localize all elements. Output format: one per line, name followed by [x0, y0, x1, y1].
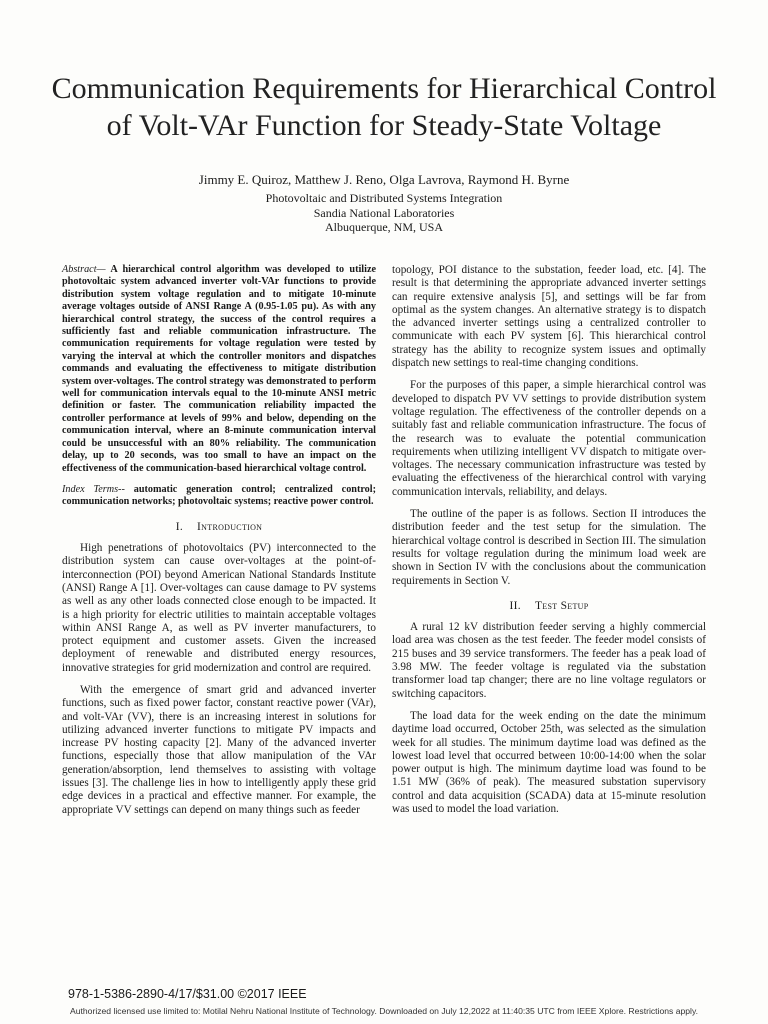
- affiliation-line: Sandia National Laboratories: [313, 205, 455, 220]
- body-paragraph: The load data for the week ending on the date the minimum daytime load occurred, October 25th, was selected as the simulation week for all studies. The minimum daytime load was defined as the lowest load level that occurred between 10:00-14:00 when the solar power output is high. The minimum daytime load was found to be 1.51 MW (36% of peak). The measured substation supervisory control and data acquisition (SCADA) data at 15-minute resolution was used to model the load variation.: [392, 709, 706, 815]
- affiliation: [0, 191, 768, 235]
- body-paragraph: A rural 12 kV distribution feeder serving a highly commercial load area was chosen as the test feeder. The feeder model consists of 215 buses and 39 service transformers. The feeder has a peak load of 3.98 MW. The feeder voltage is regulated via the substation transformer load tap changer; there are no line voltage regulators or switching capacitors.: [392, 621, 706, 700]
- abstract: [62, 264, 376, 475]
- body-paragraph: With the emergence of smart grid and advanced inverter functions, such as fixed power factor, constant reactive power (VAr), and volt-VAr (VV), there is an increasing interest in solutions for utilizing advanced inverter functions to mitigate PV impacts and increase PV hosting capacity [2]. Many of the advanced inverter functions, especially those that allow manipulation of the VAr generation/absorption, lend themselves to assisting with voltage issues [3]. The challenge lies in how to intelligently apply these grid edge devices in a practical and effective manner. For example, the appropriate VV settings can depend on many things such as feeder: [62, 683, 376, 816]
- body-paragraph: The outline of the paper is as follows. Section II introduces the distribution feeder and the test setup for the simulation. The hierarchical voltage control is described in Section III. The simulation results for voltage regulation during the minimum load week are shown in Section IV with the conclusions about the communication requirements in Section V.: [392, 508, 706, 587]
- left-column: [62, 264, 376, 826]
- index-terms-label: Index Terms--: [62, 483, 125, 495]
- section-title: Introduction: [197, 520, 263, 533]
- section-heading-introduction: [62, 521, 376, 534]
- body-paragraph: topology, POI distance to the substation, feeder load, etc. [4]. The result is that determining the appropriate advanced inverter settings can require extensive analysis [5], and settings will be far from optimal as the system changes. An alternative strategy is to dispatch the advanced inverter settings using a centralized controller to communicate with each PV system [6]. This hierarchical control strategy has the ability to recognize system issues and optimally dispatch new settings to real-time changing conditions.: [392, 264, 706, 370]
- section-title: Test Setup: [534, 599, 589, 612]
- license-footer: Authorized licensed use limited to: Motilal Nehru National Institute of Technology. Downloaded on July 12,2022 at 11:40:35 UTC from IEEE Xplore. Restrictions apply.: [70, 1006, 698, 1016]
- affiliation-line: Albuquerque, NM, USA: [325, 220, 443, 234]
- paper-title: [30, 70, 738, 144]
- section-number: I.: [175, 520, 184, 533]
- copyright-notice: 978-1-5386-2890-4/17/$31.00 ©2017 IEEE: [68, 987, 307, 1001]
- abstract-label: Abstract—: [62, 264, 106, 275]
- section-number: II.: [509, 599, 521, 612]
- affiliation-line: Photovoltaic and Distributed Systems Integration: [265, 191, 503, 205]
- body-paragraph: For the purposes of this paper, a simple hierarchical control was developed to dispatch PV VV settings to provide distribution system voltage regulation. The effectiveness of the controller depends on a suitably fast and reliable communication infrastructure. The focus of the research was to evaluate the potential communication requirements when utilizing intelligent VV dispatch to mitigate over-voltages. The necessary communication infrastructure was tested by evaluating the effectiveness of the hierarchical control with varying communication intervals, reliability, and delays.: [392, 379, 706, 498]
- body-paragraph: High penetrations of photovoltaics (PV) interconnected to the distribution system can cause over-voltages at the point-of-interconnection (POI) beyond American National Standards Institute (ANSI) Range A [1]. Over-voltages can cause damage to PV systems as well as any other loads connected close enough to be impacted. It is a high priority for electric utilities to maintain acceptable voltages within ANSI Range A, as well as PV inverter manufacturers, to protect equipment and customer assets. Given the increased deployment of renewable and distributed energy resources, innovative strategies for grid modernization and control are required.: [62, 542, 376, 674]
- index-terms: [62, 484, 376, 509]
- abstract-text: A hierarchical control algorithm was developed to utilize photovoltaic system advanced inverter volt-VAr functions to provide distribution system voltage regulation and to mitigate 10-minute average voltages outside of ANSI Range A (0.95-1.05 pu). As with any hierarchical control strategy, the success of the control requires a sufficiently fast and reliable communication infrastructure. The communication requirements for voltage regulation were tested by varying the interval at which the controller monitors and dispatches commands and evaluating the effectiveness to mitigate distribution system over-voltages. The control strategy was demonstrated to perform well for communication intervals equal to the 10-minute ANSI metric definition or faster. The communication reliability impacted the controller performance at levels of 99% and below, depending on the communication interval, where an 8-minute communication interval could be unsuccessful with an 80% reliability. The communication delay, up to 20 seconds, was too small to have an impact on the effectiveness of the communication-based hierarchical voltage control.: [62, 264, 376, 474]
- right-column: [392, 264, 706, 825]
- index-terms-text: automatic generation control; centralized control; communication networks; photovoltaic systems; reactive power control.: [62, 483, 376, 508]
- author-list: Jimmy E. Quiroz, Matthew J. Reno, Olga Lavrova, Raymond H. Byrne: [198, 172, 570, 187]
- title-line: Communication Requirements for Hierarchical Control: [51, 72, 717, 105]
- title-line: of Volt-VAr Function for Steady-State Voltage: [106, 109, 662, 142]
- section-heading-test-setup: [392, 600, 706, 613]
